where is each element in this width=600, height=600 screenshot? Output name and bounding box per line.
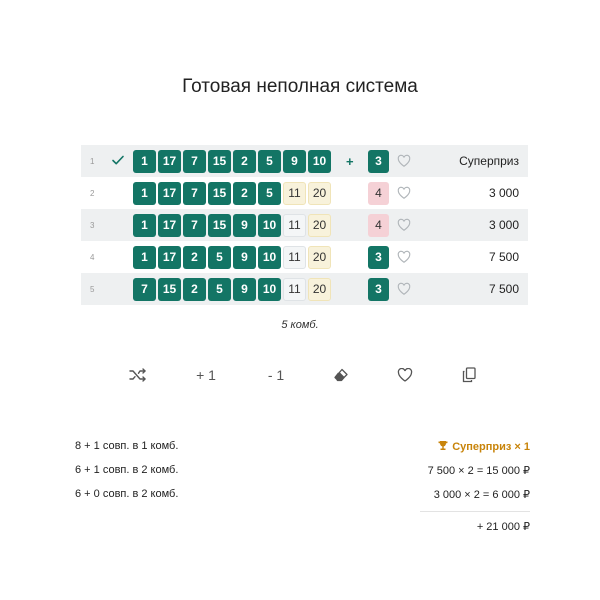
number-ball: 11 — [283, 214, 306, 237]
match-winnings — [428, 464, 530, 477]
number-ball: 5 — [208, 278, 231, 301]
combination-row — [81, 177, 528, 209]
favorite-button[interactable] — [393, 362, 417, 388]
heart-icon[interactable] — [397, 282, 411, 296]
shuffle-button[interactable] — [125, 362, 151, 388]
number-ball: 1 — [133, 182, 156, 205]
number-ball: 7 — [183, 182, 206, 205]
number-ball: 15 — [158, 278, 181, 301]
action-toolbar — [0, 362, 600, 388]
winnings-text: 7 500 × 2 = 15 000 ₽ — [427, 465, 530, 477]
number-ball: 10 — [258, 278, 281, 301]
number-ball: 2 — [233, 150, 256, 173]
bonus-ball: 4 — [368, 182, 389, 205]
number-ball: 20 — [308, 182, 331, 205]
number-ball: 11 — [283, 246, 306, 269]
match-description: 6 + 0 совп. в 2 комб. — [75, 488, 179, 500]
number-ball: 9 — [233, 278, 256, 301]
number-ball: 2 — [233, 182, 256, 205]
heart-icon — [397, 368, 413, 382]
row-number: 4 — [90, 252, 95, 262]
number-balls — [133, 150, 331, 173]
number-ball: 17 — [158, 246, 181, 269]
number-ball: 20 — [308, 246, 331, 269]
combination-row — [81, 209, 528, 241]
eraser-button[interactable] — [329, 362, 353, 388]
bonus-ball: 3 — [368, 150, 389, 173]
number-ball: 7 — [133, 278, 156, 301]
winnings-text: 3 000 × 2 = 6 000 ₽ — [433, 489, 530, 501]
number-ball: 17 — [158, 214, 181, 237]
eraser-icon — [333, 368, 349, 382]
heart-icon[interactable] — [397, 250, 411, 264]
number-balls — [133, 214, 331, 237]
number-balls — [133, 246, 331, 269]
page-title: Готовая неполная система — [182, 76, 418, 97]
prize-amount: 3 000 — [488, 218, 519, 232]
heart-icon[interactable] — [397, 186, 411, 200]
prize-amount: 7 500 — [488, 250, 519, 264]
match-description: 6 + 1 совп. в 2 комб. — [75, 464, 179, 476]
combinations-table — [81, 145, 528, 305]
number-ball: 20 — [308, 278, 331, 301]
match-winnings — [434, 488, 530, 501]
copy-icon — [462, 367, 476, 383]
row-number: 3 — [90, 220, 95, 230]
combinations-count: 5 комб. — [281, 319, 319, 331]
prize-amount: Суперприз — [459, 154, 519, 168]
copy-button[interactable] — [457, 362, 481, 388]
number-ball: 11 — [283, 182, 306, 205]
number-ball: 15 — [208, 182, 231, 205]
number-ball: 7 — [183, 150, 206, 173]
bonus-ball: 4 — [368, 214, 389, 237]
summary-row — [75, 462, 530, 486]
total-winnings: + 21 000 ₽ — [476, 521, 530, 533]
number-ball: 15 — [208, 214, 231, 237]
number-ball: 7 — [183, 214, 206, 237]
summary-row — [75, 438, 530, 462]
plus-sign: + — [346, 153, 354, 169]
number-ball: 17 — [158, 150, 181, 173]
number-ball: 5 — [258, 182, 281, 205]
summary-row — [75, 486, 530, 510]
number-ball: 10 — [258, 246, 281, 269]
bonus-ball: 3 — [368, 278, 389, 301]
heart-icon[interactable] — [397, 218, 411, 232]
combination-row — [81, 273, 528, 305]
number-ball: 5 — [258, 150, 281, 173]
summary-divider — [420, 511, 530, 512]
winnings-summary — [75, 438, 530, 533]
match-description: 8 + 1 совп. в 1 комб. — [75, 440, 179, 452]
number-ball: 17 — [158, 182, 181, 205]
number-ball: 20 — [308, 214, 331, 237]
trophy-icon — [438, 440, 448, 454]
prize-amount: 3 000 — [488, 186, 519, 200]
check-icon — [111, 153, 125, 167]
row-number: 2 — [90, 188, 95, 198]
number-ball: 10 — [308, 150, 331, 173]
number-ball: 9 — [233, 214, 256, 237]
heart-icon[interactable] — [397, 154, 411, 168]
number-balls — [133, 182, 331, 205]
number-ball: 2 — [183, 246, 206, 269]
combination-row — [81, 145, 528, 177]
number-ball: 9 — [283, 150, 306, 173]
bonus-ball: 3 — [368, 246, 389, 269]
number-ball: 1 — [133, 214, 156, 237]
prize-amount: 7 500 — [488, 282, 519, 296]
number-ball: 2 — [183, 278, 206, 301]
number-ball: 1 — [133, 150, 156, 173]
number-ball: 11 — [283, 278, 306, 301]
number-balls — [133, 278, 331, 301]
number-ball: 10 — [258, 214, 281, 237]
number-ball: 5 — [208, 246, 231, 269]
winnings-text: Суперприз × 1 — [452, 441, 530, 453]
combination-row — [81, 241, 528, 273]
shuffle-icon — [129, 368, 147, 382]
minus-one-button[interactable]: - 1 — [267, 367, 285, 383]
number-ball: 9 — [233, 246, 256, 269]
row-number: 5 — [90, 284, 95, 294]
row-number: 1 — [90, 156, 95, 166]
number-ball: 15 — [208, 150, 231, 173]
plus-one-button[interactable]: + 1 — [196, 367, 216, 383]
number-ball: 1 — [133, 246, 156, 269]
match-winnings — [438, 440, 530, 454]
